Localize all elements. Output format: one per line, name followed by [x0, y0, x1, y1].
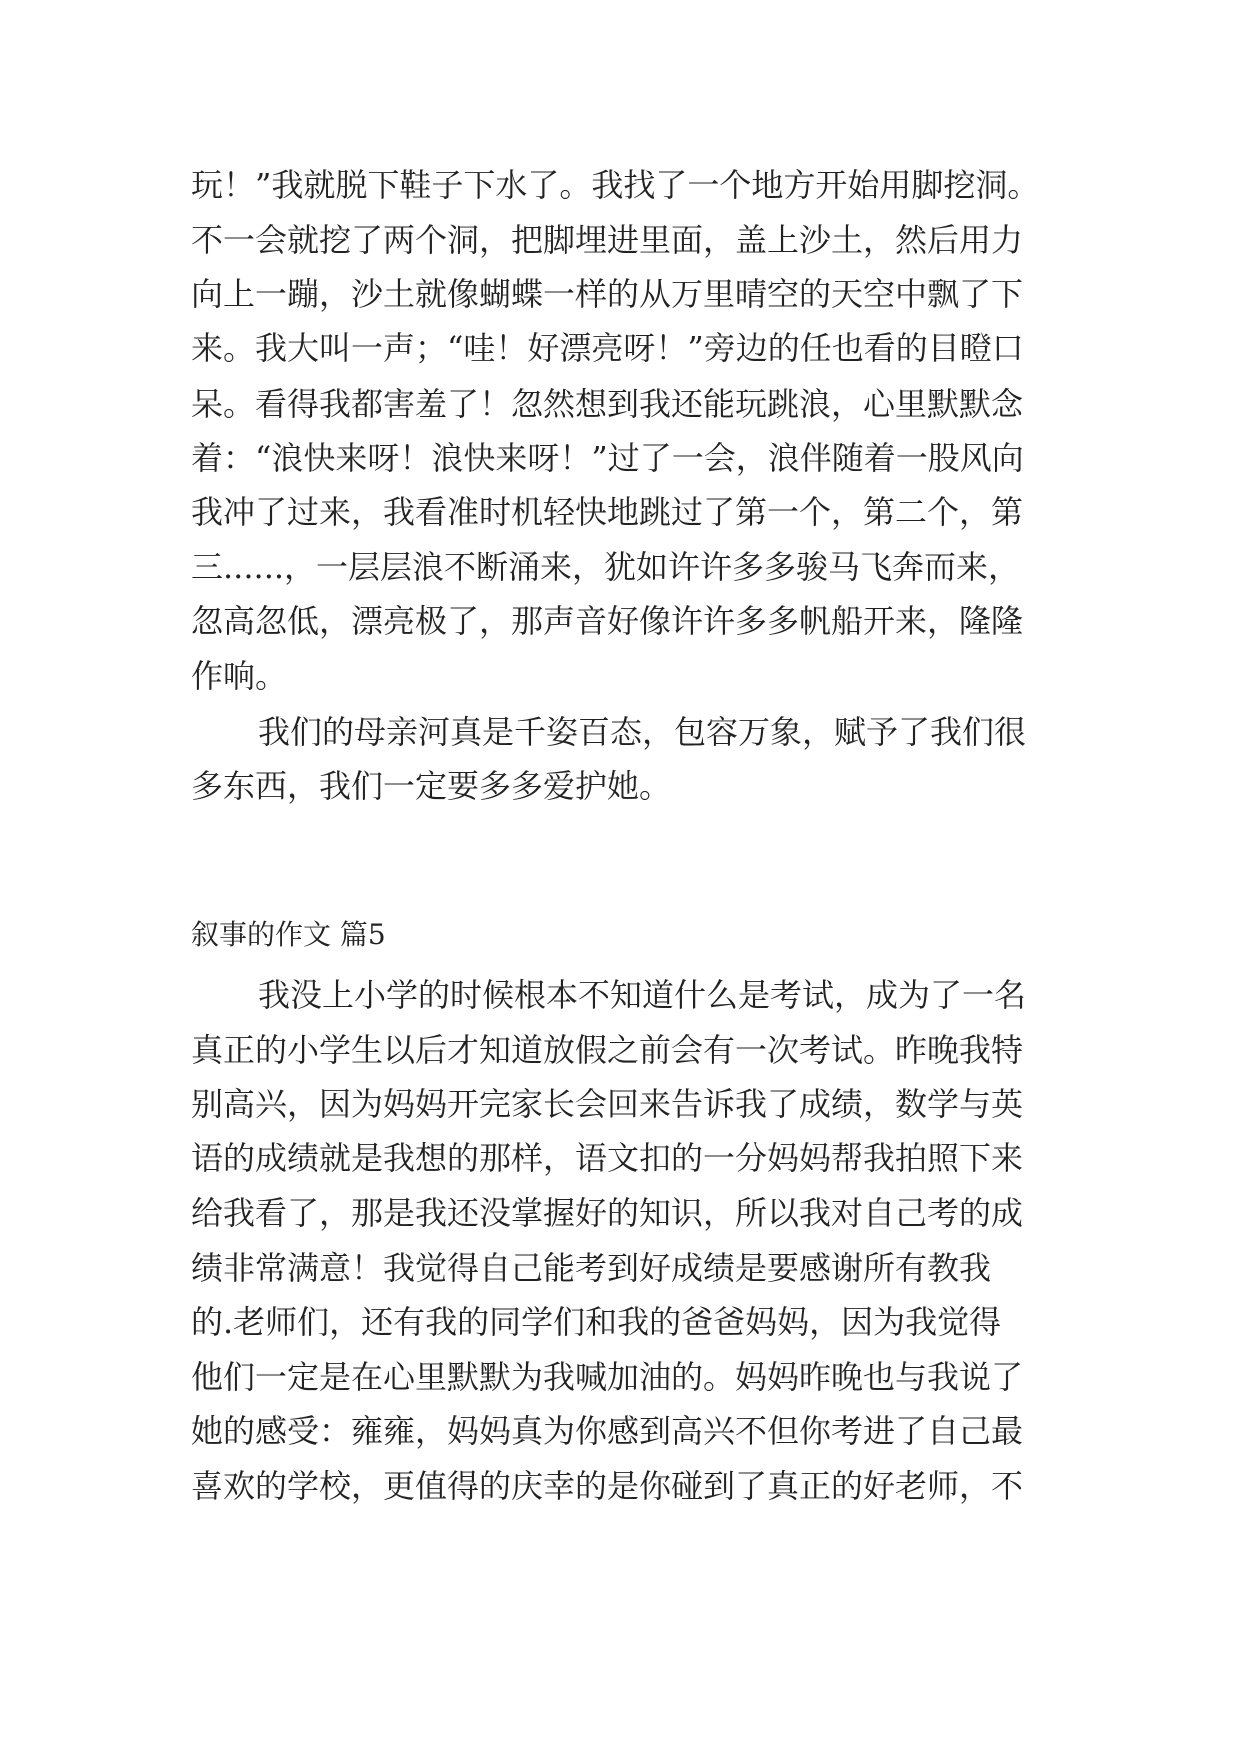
paragraph-line: 别高兴，因为妈妈开完家长会回来告诉我了成绩，数学与英 — [191, 1085, 1024, 1123]
paragraph-line: 来。我大叫一声；“哇！好漂亮呀！”旁边的任也看的目瞪口 — [191, 329, 1024, 367]
paragraph-line: 着：“浪快来呀！浪快来呀！”过了一会，浪伴随着一股风向 — [191, 439, 1024, 477]
paragraph-line: 向上一蹦，沙土就像蝴蝶一样的从万里晴空的天空中飘了下 — [191, 275, 1024, 313]
paragraph-line: 我们的母亲河真是千姿百态，包容万象，赋予了我们很 — [258, 713, 1027, 751]
paragraph-line: 三......，一层层浪不断涌来，犹如许许多多骏马飞奔而来， — [191, 548, 1021, 586]
paragraph-line: 喜欢的学校，更值得的庆幸的是你碰到了真正的好老师，不 — [191, 1467, 1024, 1505]
section-heading: 叙事的作文 篇5 — [191, 918, 386, 951]
paragraph-line: 呆。看得我都害羞了！忽然想到我还能玩跳浪，心里默默念 — [191, 385, 1024, 423]
paragraph-line: 她的感受：雍雍，妈妈真为你感到高兴不但你考进了自己最 — [191, 1412, 1024, 1450]
paragraph-line: 的.老师们，还有我的同学们和我的爸爸妈妈，因为我觉得 — [191, 1303, 1002, 1341]
paragraph-line: 我冲了过来，我看准时机轻快地跳过了第一个，第二个，第 — [191, 493, 1024, 531]
paragraph-line: 不一会就挖了两个洞，把脚埋进里面，盖上沙土，然后用力 — [191, 221, 1024, 259]
paragraph-line: 忽高忽低，漂亮极了，那声音好像许许多多帆船开来，隆隆 — [191, 602, 1024, 640]
paragraph-line: 作响。 — [191, 657, 288, 695]
paragraph-line: 给我看了，那是我还没掌握好的知识，所以我对自己考的成 — [191, 1194, 1024, 1232]
paragraph-line: 语的成绩就是我想的那样，语文扣的一分妈妈帮我拍照下来 — [191, 1139, 1024, 1177]
paragraph-line: 多东西，我们一定要多多爱护她。 — [191, 767, 672, 805]
paragraph-line: 我没上小学的时候根本不知道什么是考试，成为了一名 — [258, 976, 1027, 1014]
paragraph-line: 绩非常满意！我觉得自己能考到好成绩是要感谢所有教我 — [191, 1249, 992, 1287]
paragraph-line: 真正的小学生以后才知道放假之前会有一次考试。昨晚我特 — [191, 1031, 1024, 1069]
paragraph-line: 他们一定是在心里默默为我喊加油的。妈妈昨晚也与我说了 — [191, 1358, 1024, 1396]
paragraph-line: 玩！”我就脱下鞋子下水了。我找了一个地方开始用脚挖洞。 — [191, 166, 1040, 204]
